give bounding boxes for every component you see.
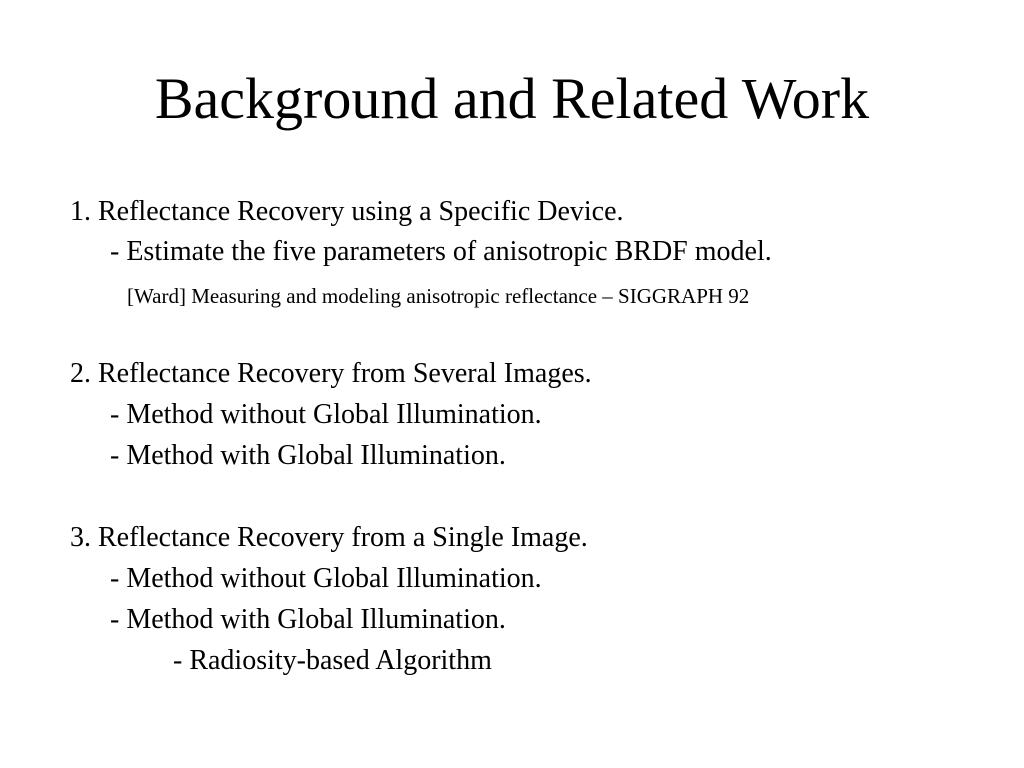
section-3-item-2: - Method with Global Illumination. (110, 604, 506, 635)
section-1-item-1: - Estimate the five parameters of anisotropic BRDF model. (110, 236, 772, 267)
section-2-item-1: - Method without Global Illumination. (110, 399, 542, 430)
section-3-heading: 3. Reflectance Recovery from a Single Image. (70, 522, 588, 553)
slide-title: Background and Related Work (154, 66, 870, 131)
section-3-subitem-1: - Radiosity-based Algorithm (173, 645, 492, 676)
section-3-item-1: - Method without Global Illumination. (110, 563, 542, 594)
section-2-heading: 2. Reflectance Recovery from Several Images. (70, 358, 592, 389)
section-1-reference: [Ward] Measuring and modeling anisotropic reflectance – SIGGRAPH 92 (127, 284, 750, 308)
section-1-heading: 1. Reflectance Recovery using a Specific Device. (70, 196, 624, 227)
section-2-item-2: - Method with Global Illumination. (110, 440, 506, 471)
